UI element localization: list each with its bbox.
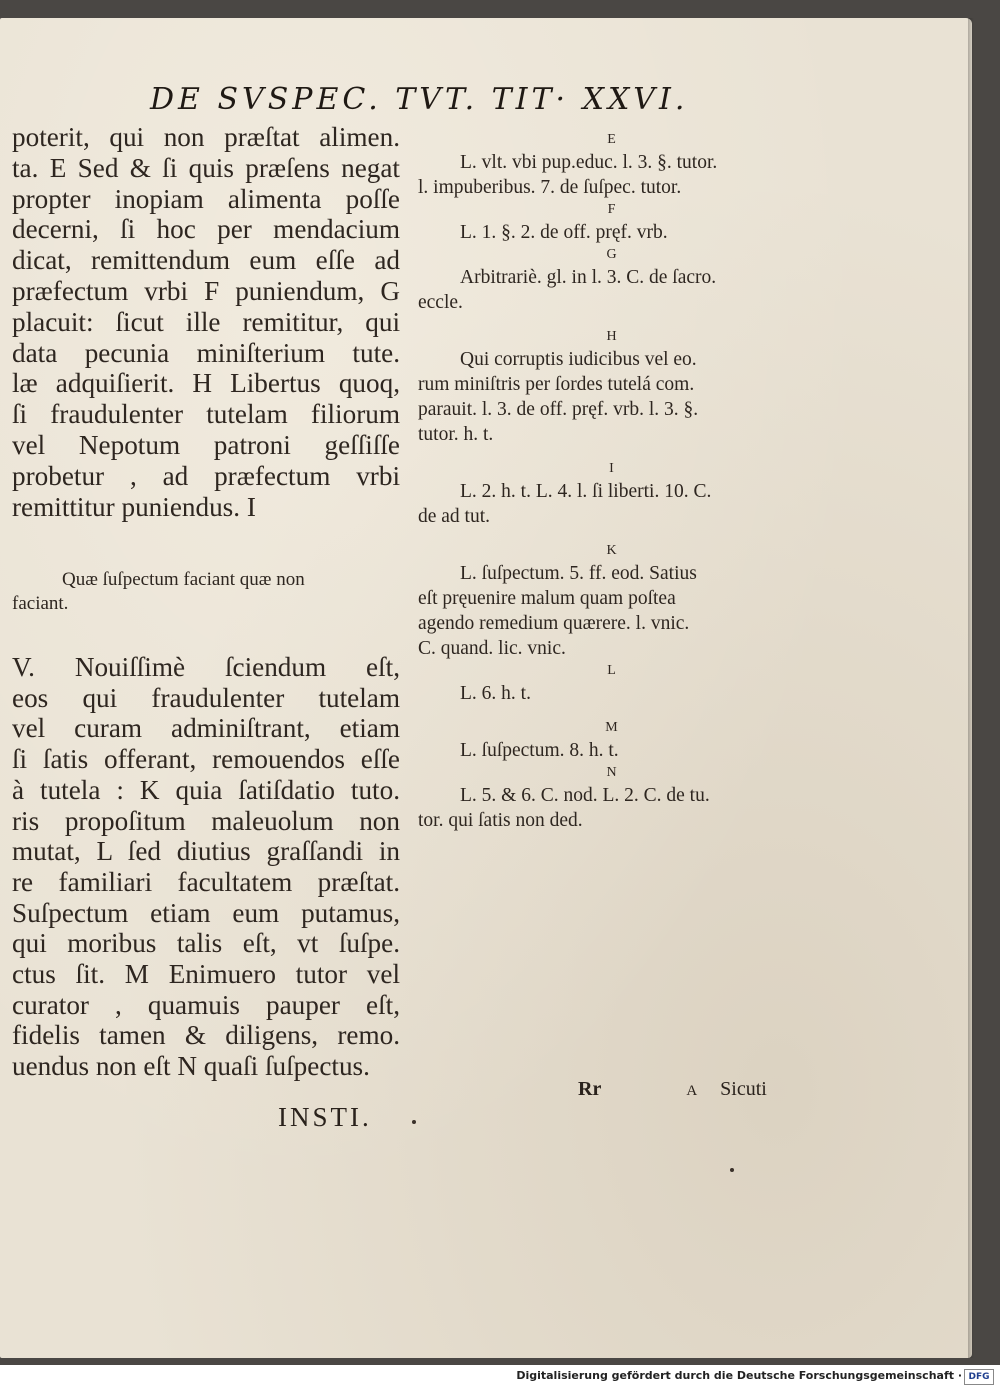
text-line: ſi ſatis offerant, remouendos eſſe [12, 744, 400, 775]
note-line: tutor. h. t. [418, 424, 494, 445]
ink-speck [412, 1120, 416, 1124]
signature-mark: Rr [578, 1078, 602, 1100]
text-line: curator , quamuis pauper eſt, [12, 989, 400, 1020]
note-line: L. 2. h. t. L. 4. l. ſi liberti. 10. C. [460, 481, 712, 502]
note-line: agendo remedium quærere. l. vnic. [418, 613, 690, 634]
digitization-footer [0, 1366, 1000, 1388]
text-line: Suſpectum etiam eum putamus, [12, 897, 400, 928]
text-line: præfectum vrbi F puniendum, G [12, 275, 400, 306]
text-line: à tutela : K quia ſatiſdatio tuto. [12, 774, 400, 805]
note-letter: F [607, 202, 617, 217]
text-line: data pecunia miniſterium tute. [12, 337, 400, 368]
note-letter: G [606, 247, 618, 262]
text-line: placuit: ſicut ille remititur, qui [12, 306, 400, 337]
text-line: probetur , ad præfectum vrbi [12, 460, 400, 491]
note-letter: M [605, 720, 619, 735]
note-letter: I [609, 461, 615, 476]
text-line: re familiari facultatem præſtat. [12, 866, 400, 897]
text-line: decerni, ſi hoc per mendacium [12, 214, 400, 245]
note-line: L. ſuſpectum. 8. h. t. [460, 740, 619, 761]
note-line: l. impuberibus. 7. de ſuſpec. tutor. [418, 177, 682, 198]
text-line: læ adquiſierit. H Libertus quoq, [12, 368, 400, 399]
text-line: mutat, L ſed diutius graſſandi in [12, 836, 400, 867]
note-line: eccle. [418, 292, 463, 313]
note-letter: L [607, 663, 617, 678]
text-line: remittitur puniendus. I [12, 491, 256, 522]
text-line: ris propoſitum maleuolum non [12, 805, 400, 836]
text-line: eos qui fraudulenter tutelam [12, 682, 400, 713]
main-text-part2 [12, 652, 400, 1082]
text-line: V. Nouiſſimè ſciendum eſt, [12, 652, 400, 682]
note-line: L. 6. h. t. [460, 683, 531, 704]
text-line: ctus ſit. M Enimuero tutor vel [12, 959, 400, 990]
footer-credit: Digitalisierung gefördert durch die Deutsche Forschungsgemeinschaft · [516, 1369, 962, 1382]
note-line: Arbitrariè. gl. in l. 3. C. de ſacro. [460, 267, 717, 288]
note-line: C. quand. lic. vnic. [418, 638, 566, 659]
page-edge-shadow [968, 18, 974, 1358]
text-line: poterit, qui non præſtat alimen. [12, 122, 400, 152]
text-line: uendus non eſt N quaſi ſuſpectus. [12, 1051, 370, 1082]
note-letter: K [606, 543, 618, 558]
ink-speck [730, 1168, 734, 1172]
section-side-note [12, 568, 397, 616]
marginal-notes [418, 130, 806, 833]
note-letter-a: A [686, 1083, 698, 1099]
note-line: tor. qui ſatis non ded. [418, 810, 583, 831]
side-note-line: faciant. [12, 593, 69, 614]
text-line: dicat, remittendum eum eſſe ad [12, 245, 400, 276]
side-note-line: Quæ ſuſpectum faciant quæ non [62, 569, 305, 590]
note-line: rum miniſtris per ſordes tutelá com. [418, 374, 695, 395]
note-line: Qui corruptis iudicibus vel eo. [460, 349, 697, 370]
main-text-part1 [12, 122, 400, 522]
text-line: ſi fraudulenter tutelam filiorum [12, 399, 400, 430]
running-head: DE SVSPEC. TVT. TIT· XXVI. [150, 82, 689, 117]
text-line: vel Nepotum patroni geſſiſſe [12, 429, 400, 460]
text-line: qui moribus talis eſt, vt ſuſpe. [12, 928, 400, 959]
catchword-right: Sicuti [720, 1078, 767, 1100]
note-line: L. 1. §. 2. de off. pręf. vrb. [460, 222, 668, 243]
note-line: parauit. l. 3. de off. pręf. vrb. l. 3. §. [418, 399, 699, 420]
text-line: vel curam adminiſtrant, etiam [12, 713, 400, 744]
text-line: ta. E Sed & ſi quis præſens negat [12, 152, 400, 183]
note-line: de ad tut. [418, 506, 491, 527]
note-letter: H [606, 329, 618, 344]
note-letter: N [606, 765, 618, 780]
note-letter: E [607, 132, 617, 147]
note-line: L. 5. & 6. C. nod. L. 2. C. de tu. [460, 785, 710, 806]
note-line: eſt pręuenire malum quam poſtea [418, 588, 676, 609]
note-line: L. ſuſpectum. 5. ff. eod. Satius [460, 563, 697, 584]
dfg-logo-icon: DFG [964, 1369, 994, 1385]
note-line: L. vlt. vbi pup.educ. l. 3. §. tutor. [460, 152, 718, 173]
text-line: fidelis tamen & diligens, remo. [12, 1020, 400, 1051]
text-line: propter inopiam alimenta poſſe [12, 183, 400, 214]
catchword-left: INSTI. [278, 1102, 372, 1132]
signature-catchword-row [578, 1078, 818, 1101]
